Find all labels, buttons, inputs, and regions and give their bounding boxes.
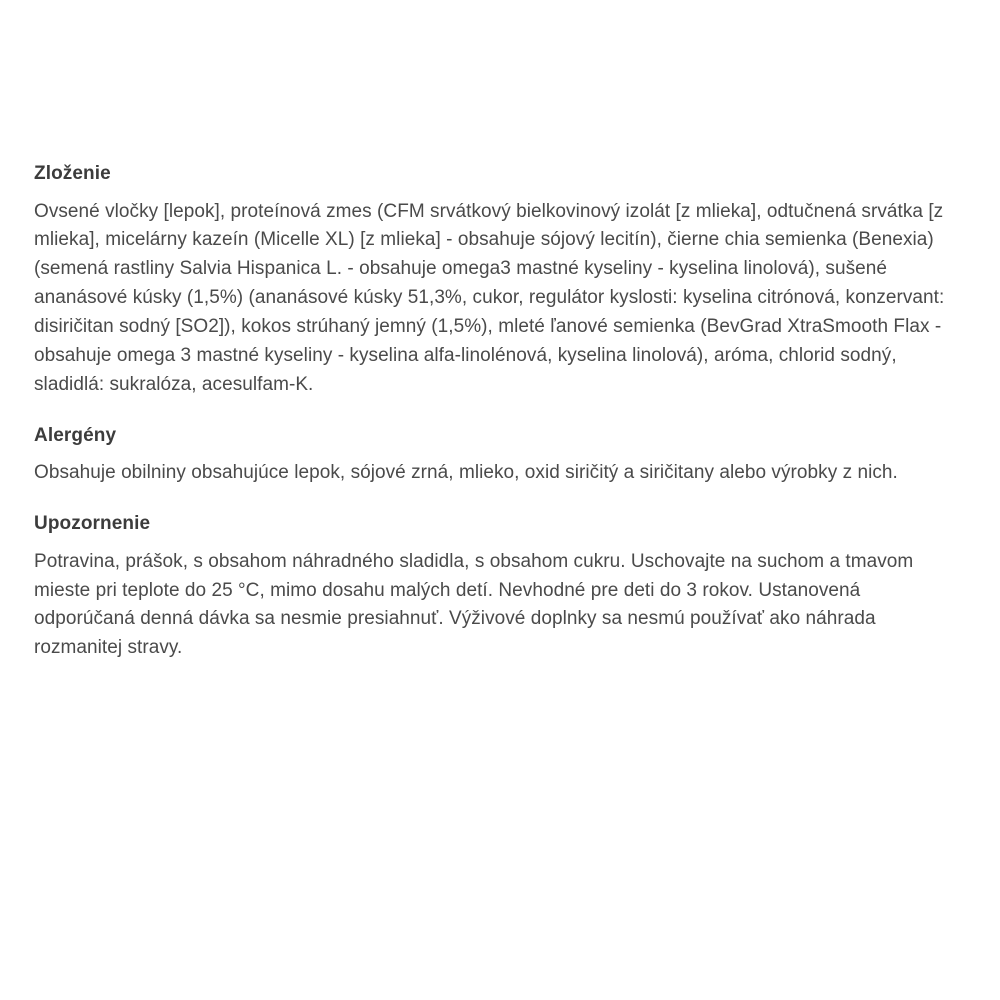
product-info-content [34, 160, 964, 677]
allergens-heading: Alergény [34, 424, 117, 446]
warning-text: Potravina, prášok, s obsahom náhradného sladidla, s obsahom cukru. Uschovajte na suchom a tmavom mieste pri teplote do 25 °C, mimo dosahu malých detí. Nevhodné pre deti do 3 rokov. Ustanovená odporúčaná denná dávka sa nesmie presiahnuť. Výživové doplnky sa nesmú používať ako náhrada rozmanitej stravy. [34, 550, 914, 659]
allergens-text: Obsahuje obilniny obsahujúce lepok, sójové zrná, mlieko, oxid siričitý a siričitany alebo výrobky z nich. [34, 462, 898, 484]
section-warning [34, 510, 964, 663]
composition-text: Ovsené vločky [lepok], proteínová zmes (CFM srvátkový bielkovinový izolát [z mlieka], odtučnená srvátka [z mlieka], micelárny kazeín (Micelle XL) [z mlieka] - obsahuje sójový lecitín), čierne chia semienka (Benexia) (semená rastliny Salvia Hispanica L. - obsahuje omega3 mastné kyseliny - kyselina linolová), sušené ananásové kúsky (1,5%) (ananásové kúsky 51,3%, cukor, regulátor kyslosti: kyselina citrónová, konzervant: disiričitan sodný [SO2]), kokos strúhaný jemný (1,5%), mleté ľanové semienka (BevGrad XtraSmooth Flax - obsahuje omega 3 mastné kyseliny - kyselina alfa-linolénová, kyselina linolová), aróma, chlorid sodný, sladidlá: sukralóza, acesulfam-K. [34, 200, 945, 395]
composition-heading: Zloženie [34, 163, 111, 184]
section-allergens [34, 422, 964, 488]
section-composition [34, 160, 964, 400]
warning-heading: Upozornenie [34, 513, 151, 535]
